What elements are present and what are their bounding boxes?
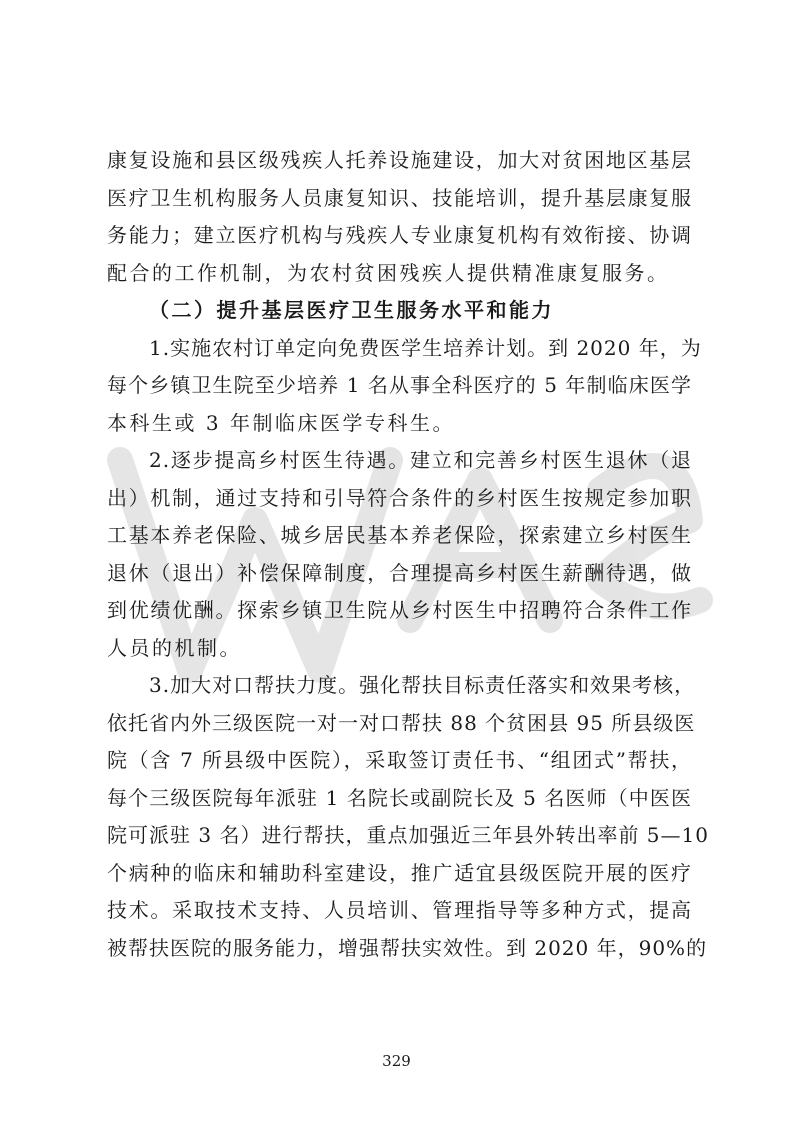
- text-line: 3.加大对口帮扶力度。强化帮扶目标责任落实和效果考核，: [149, 673, 696, 697]
- text-line: 出）机制，通过支持和引导符合条件的乡村医生按规定参加职: [107, 485, 692, 510]
- text-line: 每个乡镇卫生院至少培养 1 名从事全科医疗的 5 年制临床医学: [107, 373, 692, 397]
- text-line: 务能力；建立医疗机构与残疾人专业康复机构有效衔接、协调: [107, 223, 692, 247]
- text-line: 院可派驻 3 名）进行帮扶，重点加强近三年县外转出率前 5—10: [107, 823, 709, 847]
- body-text: [107, 142, 709, 967]
- text-line: 依托省内外三级医院一对一对口帮扶 88 个贫困县 95 所县级医: [107, 710, 696, 735]
- text-line: 1.实施农村订单定向免费医学生培养计划。到 2020 年，为: [149, 335, 702, 360]
- text-line: 工基本养老保险、城乡居民基本养老保险，探索建立乡村医生: [107, 523, 692, 547]
- text-line: 到优绩优酬。探索乡镇卫生院从乡村医生中招聘符合条件工作: [107, 598, 692, 622]
- text-line: 本科生或 3 年制临床医学专科生。: [107, 410, 455, 435]
- text-line: 配合的工作机制，为农村贫困残疾人提供精准康复服务。: [107, 260, 670, 285]
- text-line: 人员的机制。: [107, 635, 242, 660]
- page-number: 329: [382, 1052, 411, 1070]
- text-line: 技术。采取技术支持、人员培训、管理指导等多种方式，提高: [107, 898, 692, 922]
- text-line: 每个三级医院每年派驻 1 名院长或副院长及 5 名医师（中医医: [107, 785, 692, 810]
- text-line: 康复设施和县区级残疾人托养设施建设，加大对贫困地区基层: [107, 148, 692, 172]
- text-line: 院（含 7 所县级中医院），采取签订责任书、“组团式”帮扶，: [107, 748, 692, 772]
- section-heading: （二）提升基层医疗卫生服务水平和能力: [149, 298, 554, 322]
- text-line: 被帮扶医院的服务能力，增强帮扶实效性。到 2020 年，90%的: [107, 935, 708, 960]
- text-line: 个病种的临床和辅助科室建设，推广适宜县级医院开展的医疗: [107, 860, 692, 885]
- text-line: 医疗卫生机构服务人员康复知识、技能培训，提升基层康复服: [107, 185, 692, 210]
- text-line: 2.逐步提高乡村医生待遇。建立和完善乡村医生退休（退: [149, 448, 692, 472]
- text-line: 退休（退出）补偿保障制度，合理提高乡村医生薪酬待遇，做: [107, 560, 692, 585]
